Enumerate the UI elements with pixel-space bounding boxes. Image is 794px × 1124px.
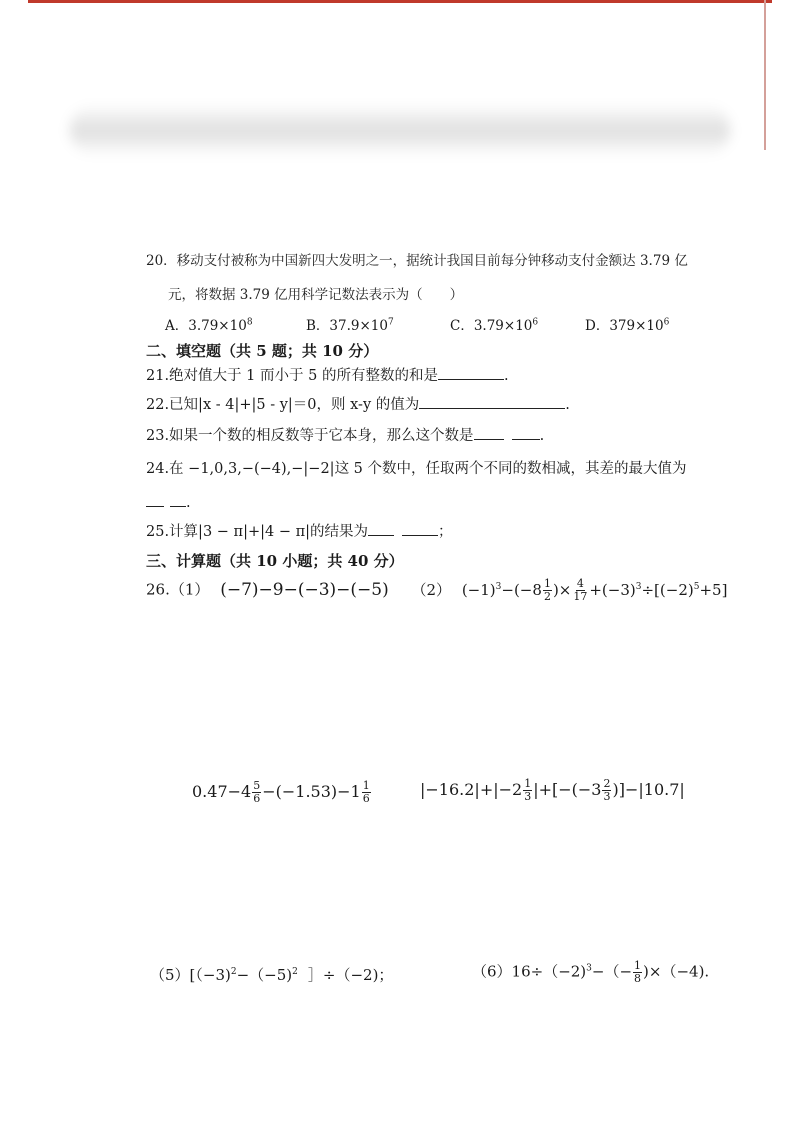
q24-answer-blank-1[interactable] (146, 493, 164, 507)
page-top-edge (28, 0, 772, 3)
section2-title: 二、填空题（共 5 题；共 10 分） (146, 342, 379, 360)
q26-expr2 (461, 577, 728, 603)
q24 (146, 457, 687, 478)
p3-part-b: −(−1.53)−1 (262, 782, 361, 801)
p3-part-a: 0.47−4 (192, 782, 252, 801)
q23-text: 23.如果一个数的相反数等于它本身，那么这个数是 (146, 428, 474, 444)
q26-e2f: +5] (699, 580, 728, 599)
q22-text: 22.已知|x - 4|+|5 - y|＝0，则 x-y 的值为 (146, 397, 420, 413)
scan-smudge (70, 104, 730, 156)
q26-frac1-den: 2 (543, 590, 551, 603)
q20-option-d[interactable] (585, 314, 669, 334)
q26-label: 26.（1） (146, 580, 210, 599)
q20-option-a[interactable] (165, 314, 253, 334)
q20-option-b-exp: 7 (387, 317, 394, 328)
q26-e2d-exp: 3 (635, 581, 642, 592)
q24-end: . (186, 495, 191, 511)
q20-option-c[interactable] (450, 314, 538, 334)
q24-text: 24.在 −1,0,3,−(−4),−|−2|这 5 个数中，任取两个不同的数相减，其差的最大值为 (146, 461, 687, 477)
q20-line1: 20．移动支付被称为中国新四大发明之一，据统计我国目前每分钟移动支付金额达 3.79 亿 (146, 253, 688, 269)
p5-part-a: （5）[（−3) (150, 966, 231, 984)
p5-exp1: 2 (230, 967, 237, 977)
q25-end: ； (438, 524, 453, 540)
q26-frac2-den: 17 (573, 590, 588, 603)
q26-label2: （2） (411, 580, 452, 599)
p6-exp1: 3 (586, 963, 592, 974)
q26-e2a-exp: 3 (495, 581, 502, 592)
p4-frac1-den: 3 (524, 790, 532, 803)
q20-option-c-exp: 6 (532, 317, 539, 328)
p4-frac2 (602, 778, 611, 803)
p6-part-a: （6）16÷（−2) (472, 962, 587, 981)
q20-option-a-exp: 8 (246, 317, 253, 328)
problem-4 (420, 778, 685, 803)
q23 (146, 424, 544, 445)
p5-part-c: ］÷（−2)； (307, 966, 394, 984)
q23-answer-blank-2[interactable] (512, 426, 540, 440)
q26-expr1: (−7)−9−(−3)−(−5) (220, 579, 389, 600)
q26-e2e-exp: 5 (693, 581, 700, 592)
p3-frac2 (362, 780, 371, 805)
q22-answer-blank[interactable] (419, 395, 565, 409)
p4-part-b: |+[−(−3 (533, 780, 602, 799)
q26-frac2 (572, 578, 588, 603)
q26-frac1-num: 1 (543, 577, 551, 590)
p4-part-c: )]−|10.7| (612, 780, 685, 799)
p6-frac (633, 960, 642, 985)
q24-answer-blank-2[interactable] (170, 493, 186, 507)
p3-frac1-den: 6 (253, 792, 261, 805)
p6-part-c: )×（−4). (643, 962, 710, 981)
q26-frac1 (543, 578, 552, 603)
q20-option-b-text: B．37.9×10 (306, 318, 388, 334)
q20-option-b[interactable] (306, 314, 394, 334)
p6-frac-den: 8 (634, 972, 642, 985)
q22 (146, 393, 570, 414)
q20-option-d-text: D．379×10 (585, 318, 664, 334)
p6-part-b: −（− (591, 962, 633, 981)
q21-end: . (503, 368, 509, 384)
q21-answer-blank[interactable] (438, 366, 504, 380)
p4-frac1 (523, 778, 532, 803)
p5-exp2: 2 (292, 967, 298, 977)
q26-e2c: )× (552, 580, 572, 599)
p4-frac1-num: 1 (524, 777, 532, 790)
q20-option-d-exp: 6 (663, 317, 670, 328)
problem-3 (192, 780, 372, 805)
q25-text: 25.计算|3 − π|+|4 − π|的结果为 (146, 524, 368, 540)
q26 (146, 578, 727, 603)
q25-answer-blank-1[interactable] (368, 522, 394, 536)
q23-answer-blank-1[interactable] (474, 426, 504, 440)
p3-frac2-num: 1 (362, 779, 370, 792)
p3-frac1-num: 5 (253, 779, 261, 792)
q23-end: . (539, 428, 545, 444)
p3-frac2-den: 6 (362, 792, 370, 805)
q20-option-c-text: C．3.79×10 (450, 318, 533, 334)
p4-part-a: |−16.2|+|−2 (420, 780, 523, 799)
problem-5 (150, 964, 393, 985)
page-right-edge (764, 0, 766, 150)
problem-6 (472, 960, 709, 985)
q21-text: 21.绝对值大于 1 而小于 5 的所有整数的和是 (146, 368, 438, 384)
p6-frac-num: 1 (634, 959, 642, 972)
q24-answer-line (146, 493, 191, 511)
q21 (146, 364, 509, 385)
q22-end: . (565, 397, 570, 413)
p4-frac2-den: 3 (603, 790, 611, 803)
q25-answer-blank-2[interactable] (402, 522, 438, 536)
q26-e2b: −(−8 (501, 580, 542, 599)
q20-line2: 元，将数据 3.79 亿用科学记数法表示为（ ） (168, 287, 464, 303)
q25 (146, 520, 453, 541)
p5-part-b: −（−5) (236, 966, 293, 984)
q26-e2e: ÷[(−2) (641, 580, 694, 599)
q26-e2d: +(−3) (589, 580, 636, 599)
p3-frac1 (252, 780, 261, 805)
p4-frac2-num: 2 (603, 777, 611, 790)
q26-frac2-num: 4 (576, 577, 584, 590)
q26-e2a: (−1) (461, 580, 496, 599)
q20-option-a-text: A．3.79×10 (165, 318, 247, 334)
section3-title: 三、计算题（共 10 小题；共 40 分） (146, 552, 404, 570)
